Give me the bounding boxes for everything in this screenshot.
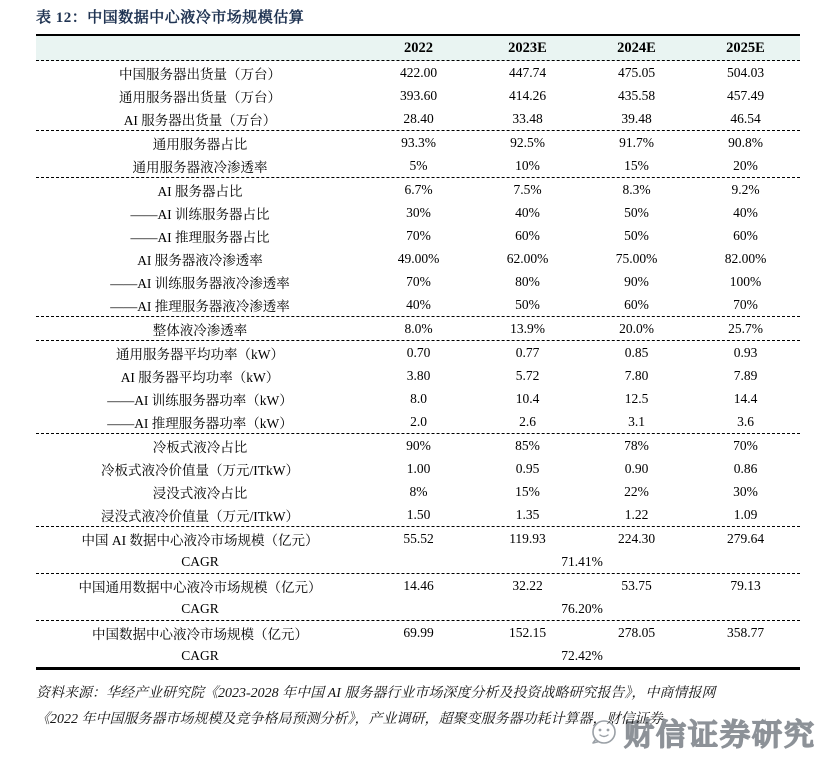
table-section xyxy=(36,130,800,177)
cell-value: 85% xyxy=(515,437,540,453)
table-row xyxy=(36,84,800,107)
cell-value: 50% xyxy=(624,227,649,243)
row-label: CAGR xyxy=(181,553,219,569)
row-label: CAGR xyxy=(181,600,219,616)
cell-value: 1.35 xyxy=(515,506,540,522)
cell-value: 78% xyxy=(624,437,649,453)
source-note-line-2: 《2022 年中国服务器市场规模及竞争格局预测分析》，产业调研，超聚变服务器功耗计算器，财信证券 xyxy=(36,711,663,727)
cell-value: 2.0 xyxy=(410,413,427,429)
row-label: 中国通用数据中心液冷市场规模（亿元） xyxy=(78,579,322,595)
table-row xyxy=(36,364,800,387)
cell-value: 475.05 xyxy=(617,64,656,80)
cell-value: 15% xyxy=(515,483,540,499)
cell-value: 69.99 xyxy=(403,624,434,640)
table-row xyxy=(36,480,800,503)
cell-value: 93.3% xyxy=(401,134,436,150)
row-label: ——AI 训练服务器占比 xyxy=(130,206,270,222)
cell-value: 422.00 xyxy=(399,64,438,80)
table-section xyxy=(36,526,800,573)
cell-value: 90% xyxy=(624,273,649,289)
watermark-text: 财信证券研究 xyxy=(624,719,816,752)
row-label: 浸没式液冷价值量（万元/ITkW） xyxy=(101,508,299,524)
cell-value: 40% xyxy=(515,204,540,220)
row-label: ——AI 训练服务器液冷渗透率 xyxy=(110,275,290,291)
table-row xyxy=(36,247,800,270)
cell-value: 92.5% xyxy=(510,134,545,150)
table-row xyxy=(36,387,800,410)
row-label: 中国数据中心液冷市场规模（亿元） xyxy=(92,626,308,642)
table-row xyxy=(36,201,800,224)
cell-value: 0.86 xyxy=(733,460,758,476)
cell-value: 5.72 xyxy=(515,367,540,383)
table-row xyxy=(36,293,800,316)
cell-value: 435.58 xyxy=(617,87,656,103)
cell-value: 79.13 xyxy=(730,577,761,593)
row-label: ——AI 推理服务器占比 xyxy=(130,229,270,245)
column-header-2022: 2022 xyxy=(404,39,433,56)
cell-value: 119.93 xyxy=(509,530,546,546)
row-label: 中国服务器出货量（万台） xyxy=(119,66,281,82)
cell-value: 13.9% xyxy=(510,320,545,336)
cell-value: 60% xyxy=(733,227,758,243)
cell-value: 7.80 xyxy=(624,367,649,383)
table-row xyxy=(36,527,800,550)
cell-value: 28.40 xyxy=(403,110,434,126)
cell-value: 91.7% xyxy=(619,134,654,150)
cell-value: 393.60 xyxy=(399,87,438,103)
cell-value: 32.22 xyxy=(512,577,543,593)
row-label: 浸没式液冷占比 xyxy=(152,485,248,501)
cell-value: 49.00% xyxy=(397,250,440,266)
table-row xyxy=(36,107,800,130)
estimate-table-body xyxy=(36,61,800,667)
table-section xyxy=(36,620,800,667)
source-note-line-1: 资料来源：华经产业研究院《2023-2028 年中国 AI 服务器行业市场深度分析及投资战略研究报告》，中商情报网 xyxy=(36,686,716,701)
cagr-value: 72.42% xyxy=(561,647,603,663)
row-label: 冷板式液冷价值量（万元/ITkW） xyxy=(101,462,299,478)
row-label: 通用服务器液冷渗透率 xyxy=(132,159,268,175)
cell-value: 12.5 xyxy=(624,390,649,406)
cell-value: 1.50 xyxy=(406,506,431,522)
cell-value: 60% xyxy=(515,227,540,243)
row-label: AI 服务器液冷渗透率 xyxy=(137,252,263,268)
cell-value: 30% xyxy=(733,483,758,499)
cell-value: 457.49 xyxy=(726,87,765,103)
cell-value: 7.5% xyxy=(513,181,542,197)
cell-value: 53.75 xyxy=(621,577,652,593)
table-section xyxy=(36,340,800,433)
row-label: ——AI 推理服务器功率（kW） xyxy=(107,415,293,431)
cell-value: 358.77 xyxy=(726,624,765,640)
cell-value: 50% xyxy=(515,296,540,312)
cell-value: 504.03 xyxy=(726,64,765,80)
cell-value: 0.93 xyxy=(733,344,758,360)
row-label: ——AI 推理服务器液冷渗透率 xyxy=(110,298,290,314)
cell-value: 414.26 xyxy=(508,87,547,103)
cell-value: 7.89 xyxy=(733,367,758,383)
table-section xyxy=(36,573,800,620)
cell-value: 8.0% xyxy=(404,320,433,336)
cell-value: 3.6 xyxy=(737,413,754,429)
cell-value: 0.77 xyxy=(515,344,540,360)
cell-value: 14.4 xyxy=(733,390,758,406)
market-estimate-table xyxy=(36,34,800,670)
cell-value: 40% xyxy=(733,204,758,220)
cagr-value: 76.20% xyxy=(561,600,603,616)
cell-value: 100% xyxy=(729,273,762,289)
cell-value: 20% xyxy=(733,157,758,173)
cell-value: 80% xyxy=(515,273,540,289)
cell-value: 46.54 xyxy=(730,110,761,126)
cell-value: 10% xyxy=(515,157,540,173)
table-row xyxy=(36,224,800,247)
table-row xyxy=(36,178,800,201)
cell-value: 90% xyxy=(406,437,431,453)
cell-value: 6.7% xyxy=(404,181,433,197)
table-row xyxy=(36,154,800,177)
cell-value: 55.52 xyxy=(403,530,434,546)
cell-value: 50% xyxy=(624,204,649,220)
table-row xyxy=(36,131,800,154)
cell-value: 14.46 xyxy=(403,577,434,593)
page-title: 表 12：中国数据中心液冷市场规模估算 xyxy=(36,10,305,26)
table-row xyxy=(36,644,800,667)
cell-value: 33.48 xyxy=(512,110,543,126)
cell-value: 3.80 xyxy=(406,367,431,383)
cell-value: 0.90 xyxy=(624,460,649,476)
cell-value: 9.2% xyxy=(731,181,760,197)
column-header-2023e: 2023E xyxy=(508,39,547,56)
cell-value: 20.0% xyxy=(619,320,654,336)
cell-value: 39.48 xyxy=(621,110,652,126)
cell-value: 447.74 xyxy=(508,64,547,80)
table-row xyxy=(36,270,800,293)
cell-value: 25.7% xyxy=(728,320,763,336)
cell-value: 70% xyxy=(406,227,431,243)
table-row xyxy=(36,621,800,644)
row-label: 通用服务器出货量（万台） xyxy=(119,89,281,105)
table-section xyxy=(36,177,800,316)
source-note xyxy=(36,681,800,732)
cell-value: 1.22 xyxy=(624,506,649,522)
cell-value: 2.6 xyxy=(519,413,536,429)
cell-value: 70% xyxy=(733,437,758,453)
cell-value: 62.00% xyxy=(506,250,549,266)
cell-value: 22% xyxy=(624,483,649,499)
cell-value: 40% xyxy=(406,296,431,312)
cell-value: 75.00% xyxy=(615,250,658,266)
cell-value: 8.3% xyxy=(622,181,651,197)
table-header-row xyxy=(36,36,800,61)
table-row xyxy=(36,341,800,364)
row-label: 通用服务器占比 xyxy=(152,136,248,152)
cell-value: 279.64 xyxy=(726,530,765,546)
cell-value: 278.05 xyxy=(617,624,656,640)
row-label: 中国 AI 数据中心液冷市场规模（亿元） xyxy=(81,532,319,548)
cell-value: 152.15 xyxy=(508,624,547,640)
cell-value: 0.95 xyxy=(515,460,540,476)
row-label: AI 服务器平均功率（kW） xyxy=(120,369,280,385)
row-label: 整体液冷渗透率 xyxy=(152,322,248,338)
row-label: AI 服务器出货量（万台） xyxy=(123,112,277,128)
cell-value: 82.00% xyxy=(724,250,767,266)
cell-value: 1.09 xyxy=(733,506,758,522)
table-row xyxy=(36,597,800,620)
row-label: AI 服务器占比 xyxy=(157,183,243,199)
cell-value: 8% xyxy=(409,483,428,499)
cell-value: 70% xyxy=(733,296,758,312)
cell-value: 1.00 xyxy=(406,460,431,476)
table-row xyxy=(36,503,800,526)
table-section xyxy=(36,61,800,130)
cell-value: 10.4 xyxy=(515,390,540,406)
cagr-value: 71.41% xyxy=(561,553,603,569)
row-label: 通用服务器平均功率（kW） xyxy=(116,346,284,362)
report-table-block xyxy=(36,6,800,732)
row-label: CAGR xyxy=(181,647,219,663)
table-row xyxy=(36,457,800,480)
cell-value: 70% xyxy=(406,273,431,289)
table-row xyxy=(36,410,800,433)
cell-value: 0.70 xyxy=(406,344,431,360)
table-row xyxy=(36,61,800,84)
table-section xyxy=(36,316,800,340)
cell-value: 224.30 xyxy=(617,530,656,546)
row-label: ——AI 训练服务器功率（kW） xyxy=(107,392,293,408)
cell-value: 8.0 xyxy=(410,390,427,406)
cell-value: 60% xyxy=(624,296,649,312)
table-row xyxy=(36,550,800,573)
cell-value: 30% xyxy=(406,204,431,220)
cell-value: 90.8% xyxy=(728,134,763,150)
table-section xyxy=(36,433,800,526)
row-label: 冷板式液冷占比 xyxy=(152,439,248,455)
cell-value: 3.1 xyxy=(628,413,645,429)
cell-value: 15% xyxy=(624,157,649,173)
table-row xyxy=(36,574,800,597)
table-row xyxy=(36,317,800,340)
table-row xyxy=(36,434,800,457)
cell-value: 5% xyxy=(409,157,428,173)
column-header-2024e: 2024E xyxy=(617,39,656,56)
cell-value: 0.85 xyxy=(624,344,649,360)
column-header-2025e: 2025E xyxy=(726,39,765,56)
